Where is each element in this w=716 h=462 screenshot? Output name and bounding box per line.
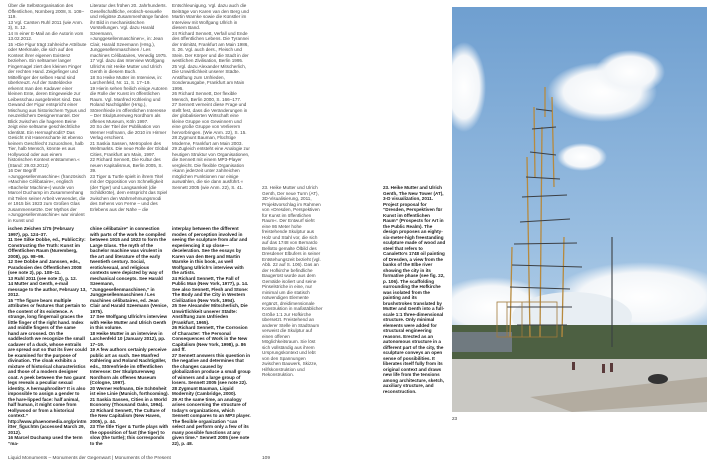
footnotes-en-column-3: interplay between the different modes of perception involved in seeing the sculpture from afar and experiencing it up close—deceleration. See the essays by Karen van den Berg and Martin Warnke in this book, as well Wolfgang Ullrich’s interview with the artists. 24 Richard Sennett, The Fall of Public Man (New York, 1977), p. 14. See also Sennett, Flesh and Stone: The Body and the City in Western Civilization (New York, 1994). 25 See Alexander Mitscherlich, Die Unwirtlichkeit unserer Städte: Anstiftung zum Unfrieden (Frankfurt, 1965). 26 Richard Sennett, The Corrosion of Character: The Personal Consequences of Work in the New Capitalism (New York, 1998), p. 86 and ff. 27 Sennett answers this question in the negative and determines that the changes caused by globalization produce a small group of winners and a large group of losers. Sennett 2005 (see note 22). 28 Zygmunt Bauman, Liquid Modernity (Cambridge, 2000). 29 At the same time, an analogy arises concerning the structure of today’s organizations, which Sennett compares to an MP3 player. The flexible organization “can select and perform only a few of its many possible functions at any given time.” Sennett 2005 (see note 22), p. 48.: [172, 226, 251, 446]
footnotes-de-column-3: Entschleunigung. Vgl. dazu auch die Beiträge von Karen van den Berg und Martin Warnke sowie die Künstler im Interview mit Wolfgang Ullrich in diesem Band. 24 Richard Sennett, Verfall und Ende des öffentlichen Lebens. Die Tyrannei der Intimität, Frankfurt am Main 1986, S. 26. Vgl. auch ders., Fleisch und Stein. Der Körper und die Stadt in der westlichen Zivilisation, Berlin 1995. 25 Vgl. dazu Alexander Mitscherlich, Die Unwirtlichkeit unserer Städte. Anstiftung zum Unfrieden, Sonderausgabe, Frankfurt am Main 1996. 26 Richard Sennett, Der flexible Mensch, Berlin 2000, S. 166–177. 27 Sennett verneint diese Frage und stellt fest, dass die Veränderungen in der globalisierten Wirtschaft eine kleine Gruppe von Gewinnern und eine große Gruppe von Verlierern hervorbringen. (Wie Anm. 22), S. 15. 28 Zygmunt Bauman, Flüchtige Moderne, Frankfurt am Main 2003. 29 Zugleich entsteht eine Analogie zur heutigen Struktur von Organisationen, die Sennett mit einem MP3-Player vergleicht. Die flexible Organisation »kann jederzeit unter zahlreichen möglichen Funktionen nur einige auswählen, die sie dann ausführt.« Sennett 2005 (wie Anm. 22), S. 41.: [172, 3, 250, 190]
figure-caption-de: 23. Heike Mutter und Ulrich Genth, Der neue Turm (AT), 3D-Visualisierung, 2011, Projektvorschlag im Rahmen von »Dresden, Perspektiven für Kunst im öffentlichen Raum«. Der Entwurf sieht eine 86 Meter hohe freistehende Skulptur aus Holz und Stahl vor, die sich auf das 1748 von Bernardo Bellotto gemalte Ölbild des Dresdener Elbufers in seiner Entstehungszeit bezieht (vgl. Abb. 22 auf S. 106). Das an der Hofkirche befindliche Baugerüst wurde aus dem Gemälde isoliert und seine Pinselstriche in eine, nur minimal um die statisch notwendigen Elemente ergänzt, dreidimensionale Konstruktion in maßstäblicher Größe 1:1 zur Hofkirche übersetzt. Freistehend an anderer Stelle im Stadtraum verweist die Skulptur auf einen offenen Möglichkeitsraum. Sie löst sich vollständig aus ihrem Ursprungskontext und lebt von den Spannungen zwischen Bauwerk, Skizze, Hilfskonstruktion und Rekonstruktion.: [262, 185, 323, 377]
figure-caption-en: 23. Heike Mutter and Ulrich Genth, The New Tower (AT), 3-D visualization, 2011. Project proposal for “Dresden, Perspektiven für Kunst im öffentlichen Raum” (Prospects for Art in the Public Realm). The design proposes an eighty-six-meter-high freestanding sculpture made of wood and steel that refers to Canaletto’s 1748 oil painting of Dresden, a view from the banks of the Elbe river showing the city in its formative phase (see fig. 22, p. 106). The scaffolding surrounding the Hofkirche was isolated from the painting and its brushstrokes translated by Mutter and Genth into a full-scale 1:1 three-dimensional structure. Only minimal elements were added for structural engineering reasons. Erected as an autonomous structure in a different part of the city, the sculpture conveys an open sense of possibilities. It liberates itself fully from its original context and draws new life from the tensions among architecture, sketch, auxiliary structure, and reconstruction.: [383, 185, 446, 394]
tower-sculpture-photo: [452, 7, 707, 412]
footnotes-de-column-1: Über die Selbstorganisation des Öffentlichen, Nürnberg 2008, S. 108–119. 13 Vgl. Carsten Ruhl 2011 (wie Anm. 3), S. 12. 14 In einer E-Mail an die Autorin vom 13.02.2012. 15 »Die Figur trägt zahlreiche Attribute oder Merkmale, die sich auf den Kontext ihrer eigenen Existenz beziehen. Ein seltsamer langer Fingernagel ziert den kleinen Finger der rechten Hand. Zeigefinger und Mittelfinger der selben Hand sind überkreuzt. Auf der Satteldecke erkennt man den Kadaver einer kleinen Ente, deren Eingeweide zur Leibesschau ausgebreitet sind. Das Gewand der Figur entspricht einer Mischung aus historischem Typus und neuzeitlichem Designermantel. Der Blick zwischen die hageren Beine zeigt eine seltsame geschlechtliche Identität. Ein Hermaphrodit? Das Gesicht mit Hasenscharte ist ebenso keinem Geschlecht zuzuordnen, halb Tier, halb Mensch, könnte es aus Hollywood oder aus einem historischen Kontext entstammen.« (Stand: 29.03.2012) 16 Der Begriff »Junggesellenmaschine« (französisch »Machine Célibataire«, englisch »Bachelor Machine«) wurde von Marcel Duchamp im Zusammenhang mit Teilen seiner Arbeit verwendet, die er 1915 bis 1923 zum Großen Glas zusammensetzte. Der Mythos der »Junggesellenmaschine« war virulent in Kunst und: [8, 3, 87, 223]
footnotes-de-column-2: Literatur des frühen 20. Jahrhunderts. Gesellschaftliche, erotisch-sexuelle und religiöse Zusammenhänge fanden ihr Bild in mechanistischen Vorstellungen. Vgl. dazu Harald Szeemann, »Junggesellenmaschinen«, in: Jean Clair, Harald Szeemann (Hrsg.), Junggesellenmaschinen / Les machines Célibataires, Venedig 1975. 17 Vgl. dazu das Interview Wolfgang Ullrichs mit Heike Mutter und Ulrich Genth in diesem Buch. 18 So Heike Mutter im Interview, in: Larchenfeld, Nr. 11, S. 17–19. 19 Hierin sehen freilich einige Autoren die Rolle der Kunst im öffentlichen Raum. Vgl. Manfred Kühlering und Roland Nachtigäller (Hrsg.), Störenfriede im öffentlichen Interesse – Der Skulpturenweg Nordhorn als offenes Museum, Köln 1997. 20 So der Titel der Publikation von Werner Hofmann, die 2010 im Hirmer Verlag erschient. 21 Saskia Sassen, Metropolen des Weltmarkts. Die neue Rolle der Global Cities, Frankfurt am Main, 1997. 22 Richard Sennett, Die Kultur des neuen Kapitalismus, Berlin 2005, S. 39. 23 Tiger & Turtle spielt in ihrem Titel mit der Opposition von Schnelligkeit (der Tiger) und Langsamkeit (die Schildkröte), dem entspricht das Spiel zwischen den Wahrnehmungsmodi des Sehens von Ferne – und des Erlebens aus der Nähe – die: [90, 3, 169, 212]
figure-number: 23: [452, 416, 458, 421]
left-page-footnotes: [8, 3, 271, 462]
running-footer-title: Liquid Monuments – Monuments der Gegenwart | Monuments of the Present: [8, 456, 171, 461]
footnotes-en-column-1: ischen Zeichen 1/75 (February 1997), pp. 124–37. 11 See Silke Dobbe, ed., PublicCity: Constructing the Truth: Kunst im Öffentlichen Raum (Nuremberg, 2008), pp. 98–99. 12 See Dobbe and Janssen, eds., Paradoxien des Öffentlichen 2008 (see note 2), pp. 108–11. 13 Ruhl 2011 (see note 3), p. 12. 14 Mutter and Genth, e-mail message to the author, February 13, 2012. 15 “The figure bears multiple attributes or features that pertain to the content of its existence. A strange, long fingernail graces the little finger of the right hand. Index and middle fingers of the same hand are crossed. On the saddlecloth we recognize the small cadaver of a duck, whose entrails are spread out so that its liver could be examined for the purpose of divination. The cloak exhibits a mixture of historical characteristics and those of a modern designer coat. A peek between the two gaunt legs reveals a peculiar sexual identity. A hermaphrodite? It is also impossible to assign a gender to the hare-lipped face: half animal, half human, it might come from Hollywood or from a historical context.” http://www.phaenomedia.org/printmitter_figur.htm (accessed March 29, 2012). 16 Marcel Duchamp used the term “ma-: [8, 226, 87, 446]
footnotes-de: [8, 3, 251, 223]
footnotes-en-column-2: chine célibataire” in connection with parts of the work he compiled between 1915 and 1923 to form the Large Glass. The myth of the bachelor machine was virulent in the art and literature of the early twentieth century. Social, erotic/sexual, and religious contexts were depicted by way of mechanical concepts. See Harald Szeemann, “Junggesellenmaschinen,” in Junggesellenmaschinen / Les machines célibataires, ed. Jean Clair and Harald Szeemann (Venice, 1975). 17 See Wolfgang Ullrich’s interview with Heike Mutter and Ulrich Genth in this volume. 18 Heike Mutter in an interview in Larchenfeld 10 (January 2012), pp. 17–19. 19 A few authors certainly perceive public art as such. See Manfred Kühlering and Roland Nachtigäller, eds., Störenfriede im öffentlichen Interesse: Der Skulpturenweg Nordhorn als offenes Museum (Cologne, 1997). 20 Werner Hofmann, Die Schönheit ist eine Linie (Munich, forthcoming). 21 Saskia Sassen, Cities in a World Economy (Thousand Oaks, 1994). 22 Richard Sennett, The Culture of the New Capitalism (New Haven, 2005), p. 44. 23 The title Tiger & Turtle plays with the opposition of fast (the tiger) to slow (the turtle); this corresponds to the: [90, 226, 169, 446]
page-number: 109: [262, 456, 271, 461]
running-footer: [8, 456, 271, 462]
footnotes-en: [8, 226, 251, 452]
